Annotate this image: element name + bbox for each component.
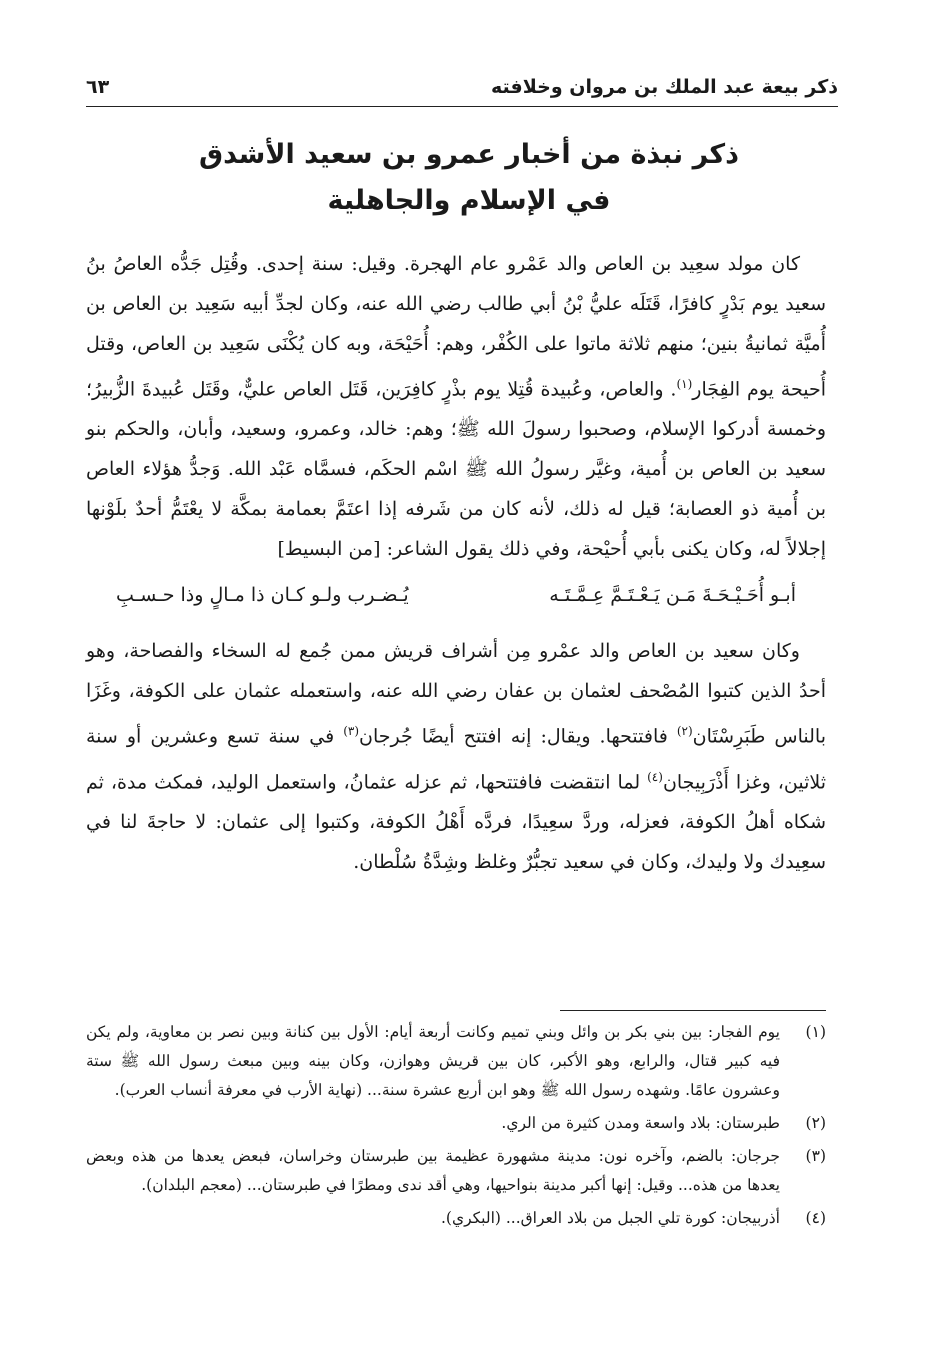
running-header [86,70,838,104]
verse-line [86,575,826,615]
running-title: ذكر بيعة عبد الملك بن مروان وخلافته [491,76,838,98]
footnote-ref-4: (٤) [647,769,663,784]
footnote-text: جرجان: بالضم، وآخره نون: مدينة مشهورة عظيمة بين طبرستان وخراسان، فبعض يعدها من هذه وبعض يعدها من هذه... وقيل: إنها أكبر مدينة بنواحيها، وهي أقد ندى ومطرًا في طبرستان... (معجم البلدان). [86,1147,780,1194]
chapter-title [120,132,818,224]
paragraph-2-part-a: وكان سعيد بن العاص والد عمْرو مِن أشراف قريش ممن جُمع له السخاء والفصاحة، وهو أحدُ الذين كتبوا المُصْحف لعثمان بن عفان رضي الله عنه، واستعمله عثمان على الكوفة، وغَزَا بالناس طَبَرِسْتَان [86,640,827,748]
footnote-ref-2: (٢) [676,724,693,739]
footnote-4 [86,1204,826,1233]
paragraph-1-text: كان مولد سعِيد بن العاص والد عَمْرو عام الهجرة. وقيل: سنة إحدى. وقُتِل جَدُّه العاصُ بنُ سعيد يوم بَدْرٍ كافرًا، قَتَلَه عليُّ بْنُ أبي طالب رضي الله عنه، وكان لجدِّ أبيه سَعِيد بن العاص بن أُميَّة ثمانيةُ بنين؛ منهم ثلاثة ماتوا على الكُفْر، وهم: أُحَيْحَة، وبه كان يُكْنَى سَعِيد بن العاص، وقتل أُحيحة يوم الفِجَار [86,253,826,401]
paragraph-2-part-b: فافتتحها. ويقال: إنه افتتح أيضًا جُرجان [359,725,677,748]
footnote-ref-1: (١) [676,377,693,391]
footnote-rule [560,1010,826,1011]
body-text [86,244,826,882]
header-rule [86,106,838,107]
footnote-number: (٢) [805,1114,826,1132]
chapter-title-line-1: ذكر نبذة من أخبار عمرو بن سعيد الأشدق [199,139,739,170]
footnote-3 [86,1142,826,1200]
verse-hemistich-1: أبـو أُحَـيْـحَـةَ مَـن يَـعْـتَـمَّ عِـمَّـتَـه [549,584,796,607]
verse-hemistich-2: يُـضـرب ولـو كـان ذا مـالٍ وذا حـسـبِ [116,584,409,607]
footnote-text: يوم الفجار: بين بني بكر بن وائل وبني تميم وكانت أربعة أيام: الأول بين كنانة وبين نصر بن معاوية، ولم يكن فيه كبير قتال، والرابع، وهو الأكبر، كان بين قريش وهوازن، وكان بينه وبين مبعث رسول الله ﷺ ستة وعشرون عامًا. وشهده رسول الله ﷺ وهو ابن أربع عشرة سنة... (نهاية الأرب في معرفة أنساب العرب). [86,1023,780,1099]
chapter-title-line-2: في الإسلام والجاهلية [327,185,611,216]
footnote-text: أذربيجان: كورة تلي الجبل من بلاد العراق... (البكري). [440,1209,780,1227]
footnote-number: (٤) [805,1209,826,1227]
paragraph-1 [86,244,826,569]
paragraph-2-part-d: لما انتقضت فافتتحها، ثم عزله عثمانُ، واستعمل الوليد، فمكث مدة، ثم شكاه أهلُ الكوفة، فعزله، وردَّ سعِيدًا، فردَّه أَهْلُ الكوفة، وكتبوا إلى عثمان: لا حاجةَ لنا في سعِيدك ولا وليدك، وكان في سعيد تجبُّرٌ وغلظ وشِدَّةُ سُلْطان. [86,770,826,873]
paragraph-2 [86,631,826,882]
footnote-number: (١) [805,1023,826,1041]
footnote-number: (٣) [805,1147,826,1165]
footnote-1 [86,1018,826,1105]
footnote-ref-3: (٣) [343,724,360,739]
paragraph-2-part-c: في سنة تسع وعشرين أو سنة ثلاثين، وغزا أَذْرَبِيجان [86,725,826,793]
page-number: ٦٣ [86,76,110,98]
footnote-text: طبرستان: بلاد واسعة ومدن كثيرة من الري. [501,1114,780,1132]
footnote-2 [86,1109,826,1138]
footnotes [86,1018,826,1237]
paragraph-1-continued: . والعاص، وعُبيدة قُتِلا يوم بذْرٍ كافِرَين، قَتَل العاص عليٌّ، وقَتَل عُبيدةَ الزُّبيرُ؛ وخمسة أدركوا الإسلام، وصحبوا رسولَ الله ﷺ؛ وهم: خالد، وعمرو، وسعيد، وأبان، والحكم بنو سعيد بن العاص بن أُمية، وغيَّر رسولُ الله ﷺ اسْم الحكَم، فسمَّاه عَبْد الله. وَجدُّ هؤلاء العاص بن أُمية ذو العصابة؛ قيل له ذلك، لأنه كان من شَرفه إذا اعتَمَّ بعمامة بمكَّة لا يعْتَمُّ أحدٌ بلَوْنها إجلالاً له، وكان يكنى بأبي أُحيْحة، وفي ذلك يقول الشاعر: [من البسيط] [86,378,826,561]
